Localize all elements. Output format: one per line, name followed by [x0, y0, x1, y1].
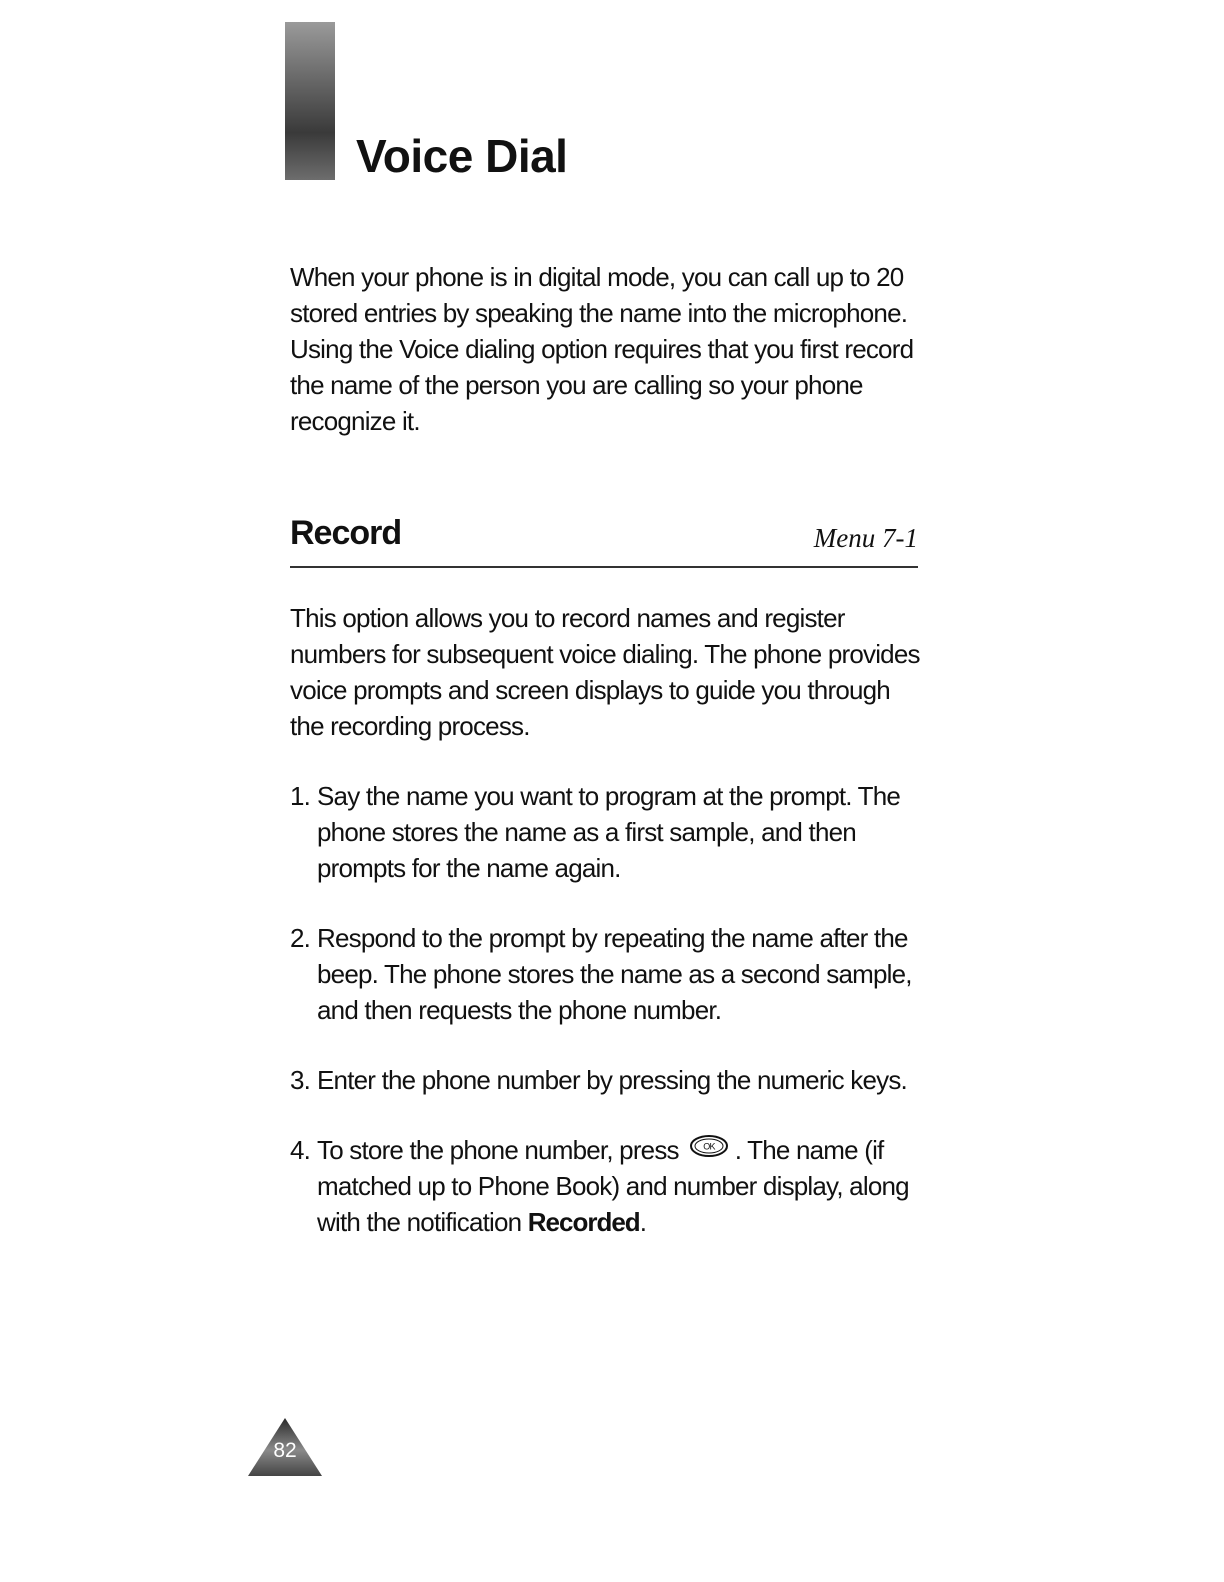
step-number: 3.	[290, 1065, 311, 1095]
section-intro-paragraph: This option allows you to record names and register numbers for subsequent voice dialing. The phone provides voice prompts and screen displays to guide you through the recording process.	[290, 603, 920, 741]
step-number: 4.	[290, 1135, 311, 1165]
intro-paragraph: When your phone is in digital mode, you can call up to 20 stored entries by speaking the name into the microphone. Using the Voice dialing option requires that you first record the name of the person you are calling so your phone recognize it.	[290, 262, 914, 436]
step-text: Say the name you want to program at the prompt. The phone stores the name as a first sample, and then prompts for the name again.	[317, 781, 901, 883]
recorded-notification: Recorded	[527, 1207, 640, 1237]
step-number: 2.	[290, 923, 311, 953]
section-divider	[290, 566, 918, 568]
step-item	[290, 778, 930, 886]
ok-key-icon	[689, 1131, 729, 1167]
ok-key-label: OK	[703, 1141, 715, 1152]
page-number: 82	[273, 1439, 297, 1462]
step-item	[290, 920, 930, 1028]
step-text: Enter the phone number by pressing the numeric keys.	[317, 1065, 907, 1095]
step-item	[290, 1062, 930, 1098]
chapter-marker-bar	[285, 22, 335, 180]
step-text-end: .	[639, 1207, 647, 1237]
step-number: 1.	[290, 781, 311, 811]
chapter-title: Voice Dial	[356, 130, 568, 182]
step-item	[290, 1132, 930, 1240]
step-text: Respond to the prompt by repeating the name after the beep. The phone stores the name as a second sample, and then requests the phone number.	[317, 923, 912, 1025]
step-text-after: . The name (if matched up to Phone Book) and number display, along with the notification	[317, 1135, 909, 1237]
section-header	[290, 512, 918, 562]
step-text-before: To store the phone number, press	[317, 1135, 679, 1165]
section-title: Record	[290, 514, 402, 552]
menu-reference: Menu 7-1	[813, 523, 918, 553]
steps-list	[290, 778, 930, 1274]
page-number-badge	[248, 1418, 322, 1476]
